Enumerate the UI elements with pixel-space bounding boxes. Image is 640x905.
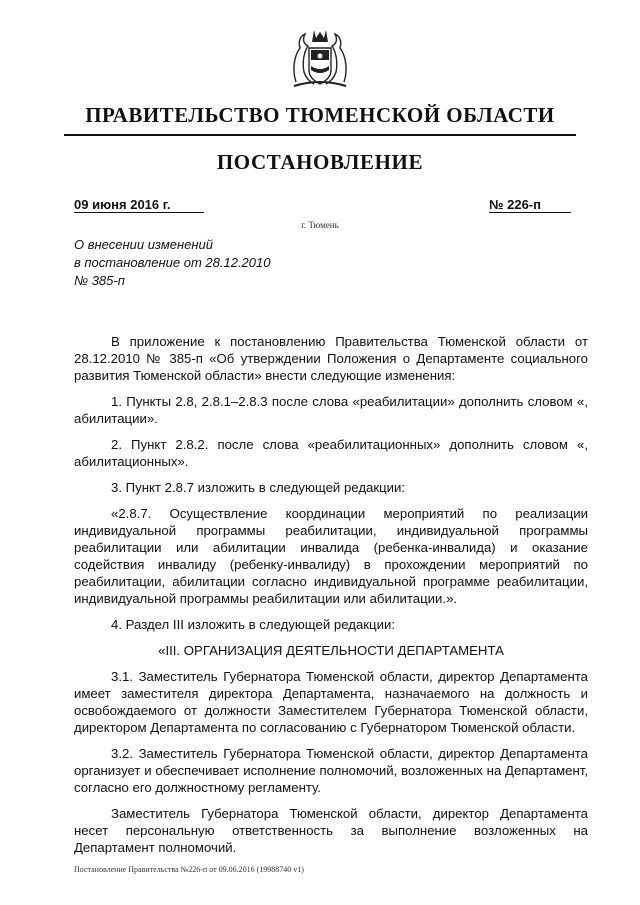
document-type-title: ПОСТАНОВЛЕНИЕ — [216, 150, 424, 174]
subject-line: О внесении изменений — [74, 237, 213, 252]
section-title: «III. ОРГАНИЗАЦИЯ ДЕЯТЕЛЬНОСТИ ДЕПАРТАМЕНТА — [158, 643, 504, 658]
paragraph-3-1: 3.1. Заместитель Губернатора Тюменской области, директор Департамента имеет заместителя директора Департамента, назначаемого на должность и освобождаемого от должности Заместителем Губернатора Тюменской области, директором Департамента по согласованию с Губернатором Тюменской области. — [74, 669, 588, 735]
document-number: № 226-п — [489, 197, 571, 213]
subject-line: № 385-п — [74, 273, 125, 288]
amendment-item-3-text: «2.8.7. Осуществление координации мероприятий по реализации индивидуальной программы реабилитации, индивидуальной программы реабилитации или абилитации инвалида (ребенка-инвалида) и оказание содействия инвалиду (ребенку-инвалиду) в прохождении мероприятий по реабилитации, абилитации согласно индивидуальной программе реабилитации, индивидуальной программы реабилитации или абилитации.». — [74, 506, 588, 606]
amendment-item-2: 2. Пункт 2.8.2. после слова «реабилитационных» дополнить словом «, абилитационных». — [74, 437, 588, 469]
paragraph-responsibility: Заместитель Губернатора Тюменской области, директор Департамента несет персональную ответственность за выполнение возложенных на Департамент полномочий. — [74, 806, 588, 855]
document-subject — [74, 236, 270, 290]
document-footer: Постановление Правительства №226-п от 09.06.2016 (19988740 v1) — [74, 865, 304, 874]
coat-of-arms-emblem — [288, 26, 352, 90]
header-divider — [64, 134, 576, 136]
amendment-item-1: 1. Пункты 2.8, 2.8.1–2.8.3 после слова «реабилитации» дополнить словом «, абилитации». — [74, 394, 588, 426]
organization-title: ПРАВИТЕЛЬСТВО ТЮМЕНСКОЙ ОБЛАСТИ — [85, 103, 555, 127]
paragraph-3-2: 3.2. Заместитель Губернатора Тюменской области, директор Департамента организует и обеспечивает исполнение полномочий, возложенных на Департамент, согласно его должностному регламенту. — [74, 746, 588, 795]
amendment-item-4: 4. Раздел III изложить в следующей редакции: — [111, 617, 395, 632]
document-city: г. Тюмень — [301, 220, 339, 230]
amendment-item-3: 3. Пункт 2.8.7 изложить в следующей редакции: — [111, 480, 406, 495]
subject-line: в постановление от 28.12.2010 — [74, 255, 271, 270]
document-date: 09 июня 2016 г. — [74, 197, 204, 213]
document-body — [74, 333, 588, 865]
intro-paragraph: В приложение к постановлению Правительства Тюменской области от 28.12.2010 № 385-п «Об утверждении Положения о Департаменте социального развития Тюменской области» внести следующие изменения: — [74, 334, 588, 383]
